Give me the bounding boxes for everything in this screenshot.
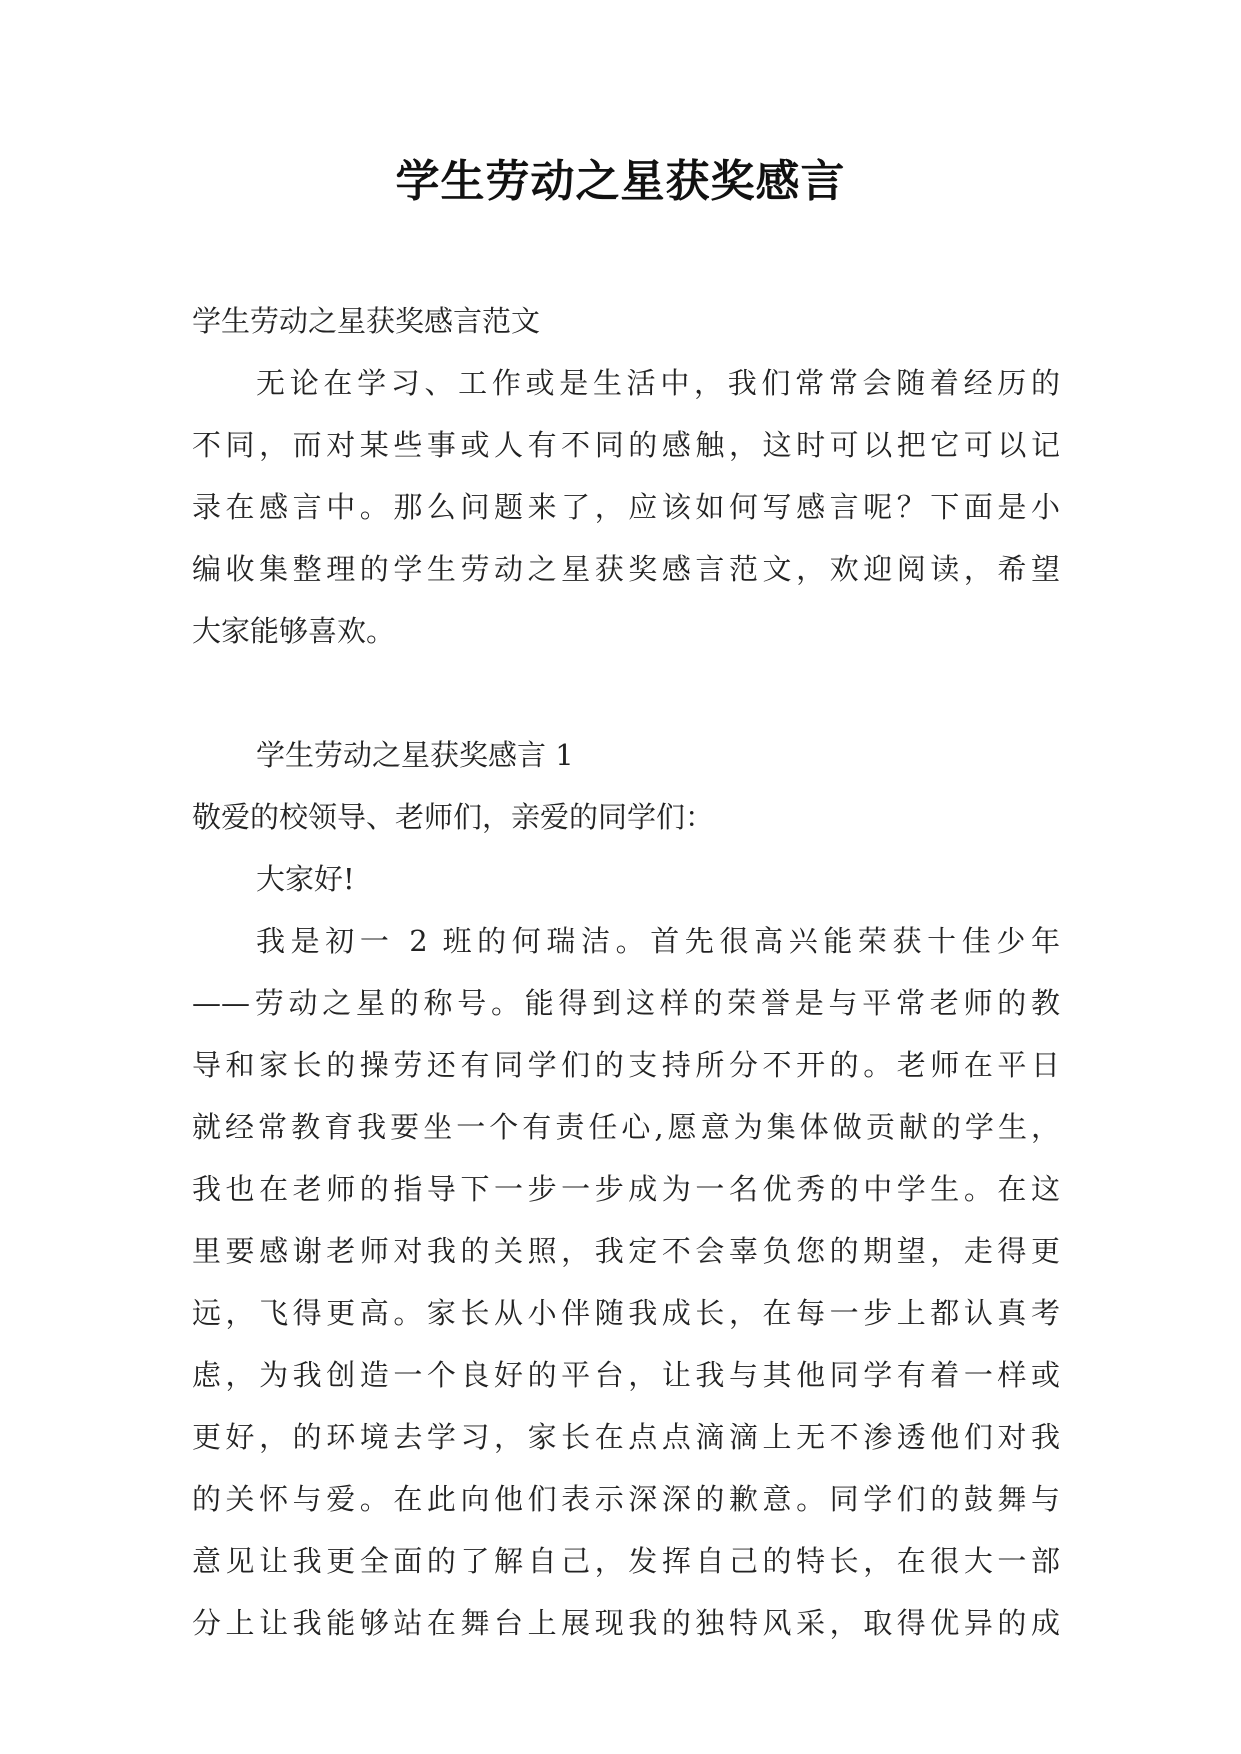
text-line: 学生劳动之星获奖感言范文 [192,304,541,338]
text-line: 录在感言中。那么问题来了，应该如何写感言呢？下面是小 [192,490,1060,524]
text-line: 分上让我能够站在舞台上展现我的独特风采，取得优异的成 [192,1606,1060,1640]
text-line: 无论在学习、工作或是生活中，我们常常会随着经历的 [256,366,1060,400]
text-line: 就经常教育我要坐一个有责任心,愿意为集体做贡献的学生， [192,1110,1060,1144]
text-line: 编收集整理的学生劳动之星获奖感言范文，欢迎阅读，希望 [192,552,1060,586]
text-line: 大家好! [256,862,355,896]
text-line: 更好，的环境去学习，家长在点点滴滴上无不渗透他们对我 [192,1420,1060,1454]
text-line: 我是初一 2 班的何瑞洁。首先很高兴能荣获十佳少年 [256,924,1060,958]
text-line: 导和家长的操劳还有同学们的支持所分不开的。老师在平日 [192,1048,1060,1082]
text-line: ——劳动之星的称号。能得到这样的荣誉是与平常老师的教 [192,986,1060,1020]
text-line: 敬爱的校领导、老师们，亲爱的同学们： [192,800,715,834]
text-line: 的关怀与爱。在此向他们表示深深的歉意。同学们的鼓舞与 [192,1482,1060,1516]
text-line: 我也在老师的指导下一步一步成为一名优秀的中学生。在这 [192,1172,1060,1206]
document-title: 学生劳动之星获奖感言 [395,156,846,207]
text-line: 大家能够喜欢。 [192,614,396,648]
text-line: 里要感谢老师对我的关照，我定不会辜负您的期望，走得更 [192,1234,1060,1268]
paragraph-gap [192,662,1060,724]
text-line: 不同，而对某些事或人有不同的感触，这时可以把它可以记 [192,428,1060,462]
text-line: 远，飞得更高。家长从小伴随我成长，在每一步上都认真考 [192,1296,1060,1330]
text-line: 意见让我更全面的了解自己，发挥自己的特长，在很大一部 [192,1544,1060,1578]
text-line: 虑，为我创造一个良好的平台，让我与其他同学有着一样或 [192,1358,1060,1392]
document-body [192,290,1060,1654]
text-line: 学生劳动之星获奖感言 1 [256,738,574,772]
